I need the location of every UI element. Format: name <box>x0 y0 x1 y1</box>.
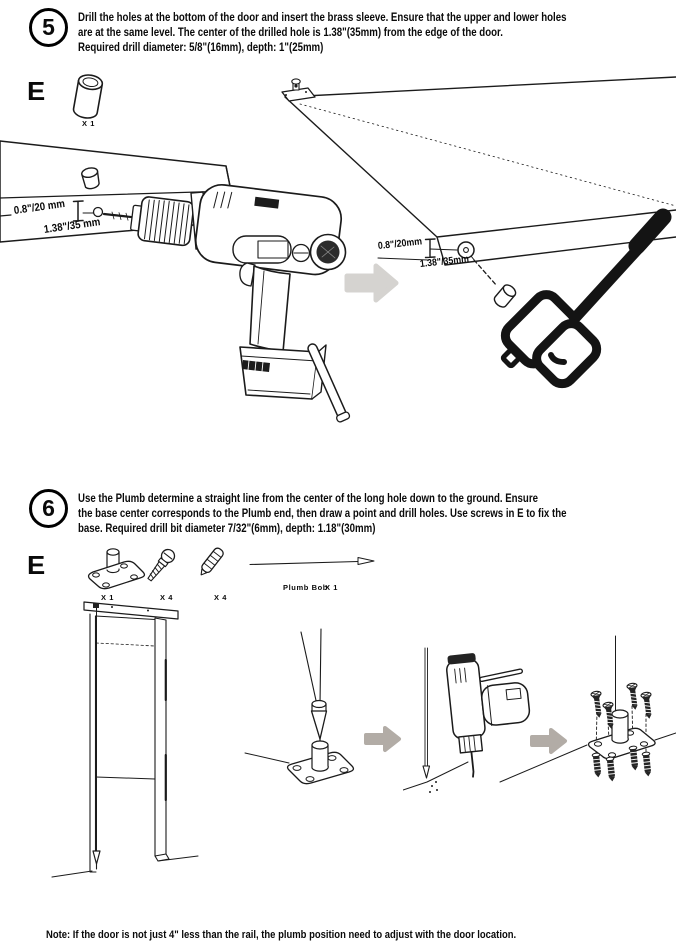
kit-item-2-qty: X 4 <box>160 593 174 602</box>
step-5-kit-qty: X 1 <box>82 119 96 128</box>
base-plate-icon <box>89 549 145 589</box>
arrow-right-icon <box>363 723 403 755</box>
roller-bracket-icon <box>282 79 315 101</box>
wall-anchor-icon <box>197 547 225 578</box>
door-panel-mallet-illustration <box>270 75 676 390</box>
floor-line <box>52 856 198 877</box>
step-5-kit-letter: E <box>27 76 46 106</box>
door-panel <box>285 77 676 265</box>
wall-anchor-icon <box>606 757 616 782</box>
dim-edge-left: 1.38"/35 mm <box>43 216 102 236</box>
brass-sleeve-insert-icon <box>492 283 518 310</box>
dim-depth-right: 0.8"/20mm <box>377 236 423 252</box>
brass-sleeve-icon <box>66 71 112 125</box>
step-6-instructions <box>78 492 566 537</box>
plumb-over-base-illustration <box>243 615 365 800</box>
step-5-instructions <box>78 11 566 56</box>
step-5-number: 5 <box>42 14 55 40</box>
kit-item-3-qty: X 4 <box>214 593 228 602</box>
step-6-line-1: Use the Plumb determine a straight line from the center of the long hole down to the ground. Ensure <box>78 493 538 505</box>
dim-edge-right: 1.38"/35mm <box>419 253 470 270</box>
wall-anchor-icon <box>592 753 602 778</box>
left-jamb <box>90 614 96 871</box>
floor-line <box>245 753 289 763</box>
step-6-line-3: base. Required drill bit diameter 7/32"(6mm), depth: 1.18"(30mm) <box>78 523 376 535</box>
kit-item-1-qty: X 1 <box>101 593 115 602</box>
step-6-kit-icons <box>75 543 385 595</box>
base-plate-icon <box>288 741 354 784</box>
footer-note: Note: If the door is not just 4" less than the rail, the plumb position need to adjust with the door location. <box>46 929 517 941</box>
base-plate-icon <box>589 710 656 759</box>
plumb-bob-icon <box>312 701 327 745</box>
plumb-tip <box>423 766 430 778</box>
plumb-bob-icon <box>93 851 100 869</box>
step-5-line-3: Required drill diameter: 5/8"(16mm), depth: 1"(25mm) <box>78 42 324 54</box>
plumb-string <box>301 629 321 705</box>
screw-icon <box>641 692 655 720</box>
step-5-badge <box>29 8 68 47</box>
kit-item-4-qty: X 1 <box>325 583 339 592</box>
screw-icon <box>144 547 177 584</box>
plumb-bob-line-icon <box>250 558 374 565</box>
drilled-hole <box>94 208 103 217</box>
screw-icon <box>591 691 605 719</box>
step-5-line-2: are at the same level. The center of the drilled hole is 1.38"(35mm) from the edge of the door. <box>78 27 503 39</box>
right-jamb <box>155 618 166 856</box>
step-5-line-1: Drill the holes at the bottom of the door and insert the brass sleeve. Ensure that the upper and lower holes <box>78 12 567 24</box>
wall-anchor-icon <box>642 752 652 777</box>
kit-item-4-name: Plumb Bob <box>283 583 328 592</box>
screw-icon <box>627 683 641 711</box>
step-6-badge <box>29 489 68 528</box>
step-6-number: 6 <box>42 495 55 521</box>
door-frame-plumb-illustration <box>40 595 240 900</box>
plumb-string <box>425 648 428 766</box>
step-6-line-2: the base center corresponds to the Plumb end, then draw a point and drill holes. Use screws in E to fix the <box>78 508 567 520</box>
dim-depth-left: 0.8"/20 mm <box>13 197 66 217</box>
base-fixing-illustration <box>495 628 676 805</box>
step-6-kit-letter: E <box>27 550 46 580</box>
floor-line <box>500 745 587 782</box>
floor-corner-line <box>403 762 468 790</box>
